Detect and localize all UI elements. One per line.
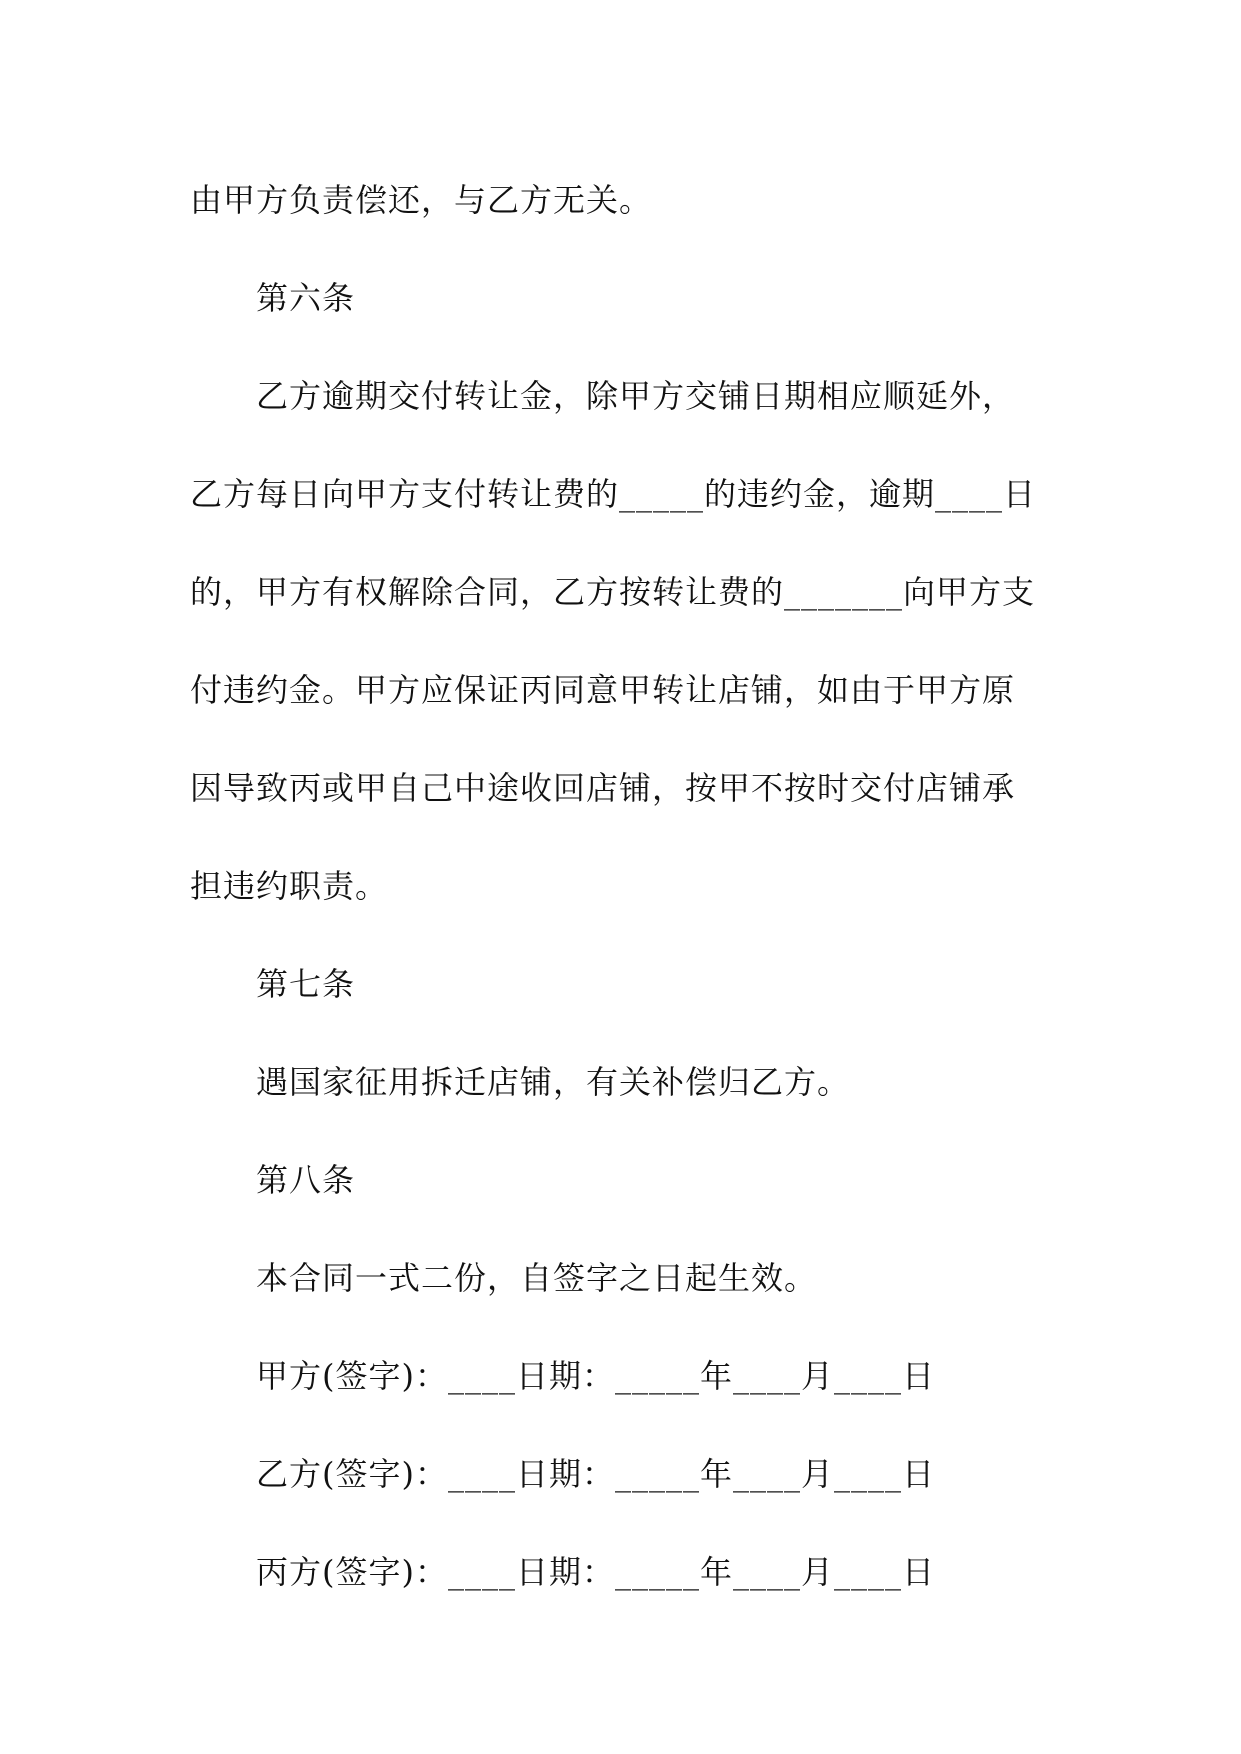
paragraph-line: 乙方逾期交付转让金，除甲方交铺日期相应顺延外， [256, 377, 1016, 415]
paragraph-line: 付违约金。甲方应保证丙同意甲转让店铺，如由于甲方原 [190, 671, 1016, 709]
paragraph-line: 的，甲方有权解除合同，乙方按转让费的_______向甲方支 [190, 573, 1036, 611]
article-heading-6: 第六条 [256, 279, 356, 317]
paragraph-line: 遇国家征用拆迁店铺，有关补偿归乙方。 [256, 1063, 851, 1101]
article-heading-7: 第七条 [256, 965, 356, 1003]
paragraph-line: 乙方每日向甲方支付转让费的_____的违约金，逾期____日 [190, 475, 1037, 513]
signature-line-party-b: 乙方(签字)：____日期：_____年____月____日 [256, 1455, 935, 1493]
paragraph-line: 因导致丙或甲自己中途收回店铺，按甲不按时交付店铺承 [190, 769, 1016, 807]
article-heading-8: 第八条 [256, 1161, 356, 1199]
paragraph-line: 由甲方负责偿还，与乙方无关。 [190, 181, 653, 219]
paragraph-line: 本合同一式二份，自签字之日起生效。 [256, 1259, 818, 1297]
paragraph-line: 担违约职责。 [190, 867, 389, 905]
signature-line-party-c: 丙方(签字)：____日期：_____年____月____日 [256, 1553, 935, 1591]
signature-line-party-a: 甲方(签字)：____日期：_____年____月____日 [256, 1357, 935, 1395]
